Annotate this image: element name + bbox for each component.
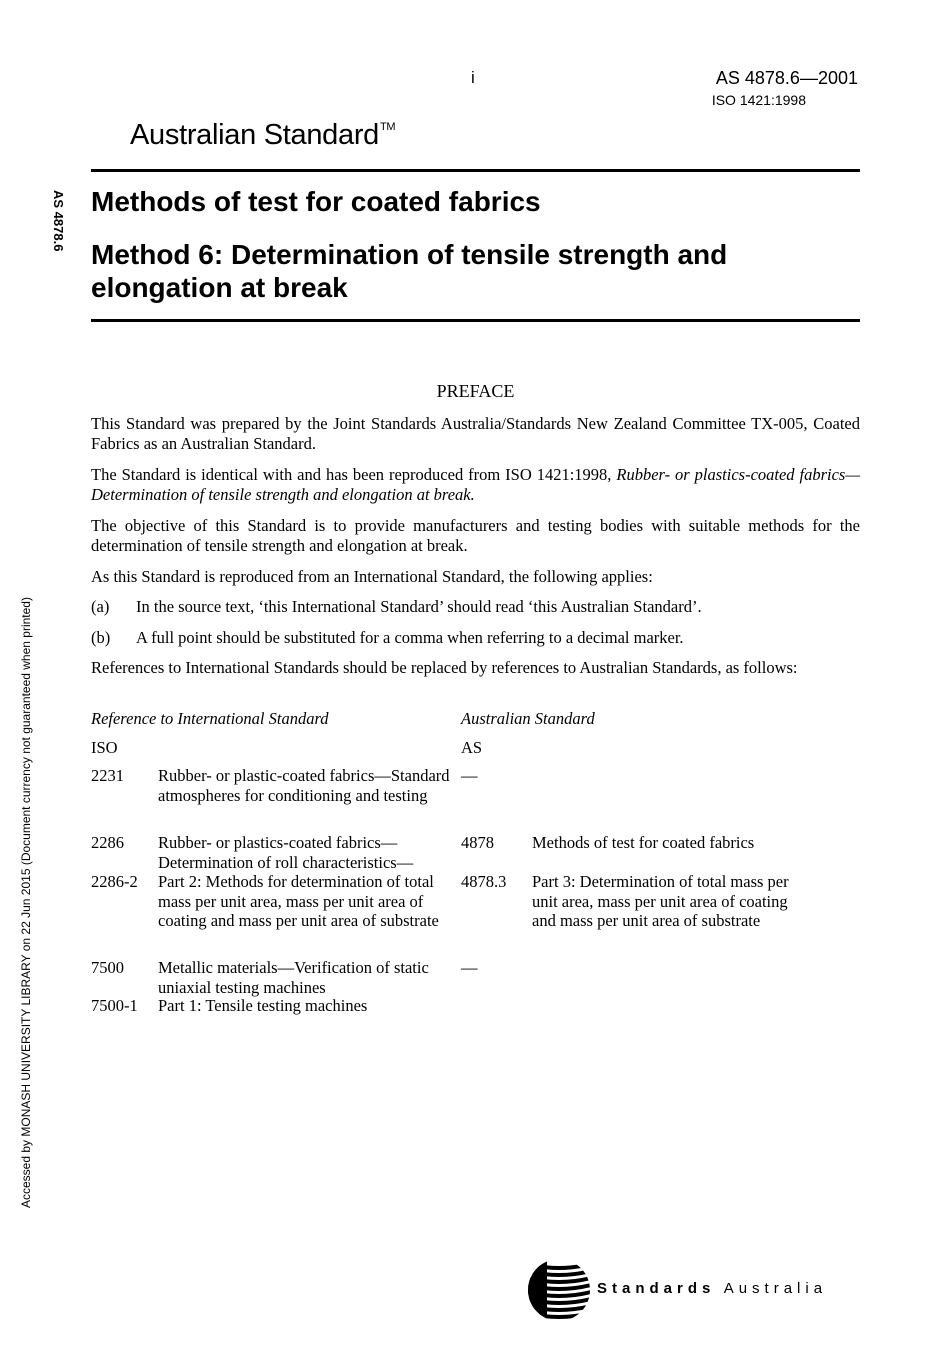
table-iso-title: Metallic materials—Verification of static uniaxial testing machines — [158, 958, 429, 997]
list-item-text: In the source text, ‘this International Standard’ should read ‘this Australian Standard’. — [136, 597, 702, 616]
table-iso-title: Part 1: Tensile testing machines — [158, 996, 368, 1015]
preface-paragraph: This Standard was prepared by the Joint Standards Australia/Standards New Zealand Committee TX-005, Coated Fabrics as an Australian Standard. — [91, 414, 860, 453]
preface-heading: PREFACE — [436, 381, 515, 401]
wordmark-standards: Standards — [597, 1280, 716, 1297]
table-as-title: Methods of test for coated fabrics — [532, 833, 755, 852]
list-item — [91, 597, 702, 617]
table-iso-number: 7500 — [91, 958, 124, 977]
table-iso-number: 7500-1 — [91, 996, 138, 1015]
document-id: AS 4878.6—2001 — [715, 68, 858, 88]
table-iso-number: 2286 — [91, 833, 124, 852]
table-iso-number: 2231 — [91, 766, 124, 785]
standards-australia-wordmark — [597, 1280, 827, 1297]
page-number: i — [471, 68, 475, 87]
iso-title-italic: Rubber- or plastics-coated fabrics—Determination of tensile strength and elongation at break. — [91, 465, 861, 504]
wordmark-australia: Australia — [723, 1280, 828, 1297]
access-note: Accessed by MONASH UNIVERSITY LIBRARY on 22 Jun 2015 (Document currency not guaranteed when printed) — [19, 597, 33, 1208]
table-as-number: — — [461, 958, 478, 977]
standards-australia-logo-icon — [527, 1258, 591, 1322]
list-item — [91, 628, 684, 648]
trademark-mark: TM — [380, 121, 396, 133]
standard-label-text: Australian Standard — [130, 119, 380, 151]
table-iso-number: 2286-2 — [91, 872, 138, 891]
table-as-title: Part 3: Determination of total mass per unit area, mass per unit area of coating and mass per unit area of substrate — [532, 872, 789, 930]
title-bottom-rule — [91, 319, 860, 322]
paragraph-text: The Standard is identical with and has been reproduced from ISO 1421:1998, — [91, 465, 617, 484]
method-title: Method 6: Determination of tensile strength and elongation at break — [91, 239, 728, 303]
preface-paragraph — [91, 465, 860, 505]
preface-paragraph: As this Standard is reproduced from an International Standard, the following applies: — [91, 567, 653, 586]
table-subheader-as: AS — [461, 738, 483, 757]
iso-reference-id: ISO 1421:1998 — [711, 92, 806, 108]
table-iso-title: Rubber- or plastic-coated fabrics—Standard atmospheres for conditioning and testing — [158, 766, 450, 805]
list-item-label: (a) — [91, 597, 110, 616]
table-header-international: Reference to International Standard — [91, 709, 329, 728]
list-item-text: A full point should be substituted for a comma when referring to a decimal marker. — [136, 628, 684, 647]
table-header-australian: Australian Standard — [461, 709, 595, 728]
table-iso-title: Part 2: Methods for determination of total mass per unit area, mass per unit area of coating and mass per unit area of substrate — [158, 872, 439, 930]
top-rule — [91, 169, 860, 172]
table-subheader-iso: ISO — [91, 738, 118, 757]
preface-paragraph: References to International Standards should be replaced by references to Australian Standards, as follows: — [91, 658, 798, 677]
table-iso-title: Rubber- or plastics-coated fabrics—Determination of roll characteristics— — [158, 833, 414, 872]
list-item-label: (b) — [91, 628, 111, 647]
table-as-number: 4878 — [461, 833, 494, 852]
table-as-number: — — [461, 766, 478, 785]
side-document-code: AS 4878.6 — [51, 190, 66, 252]
preface-paragraph: The objective of this Standard is to provide manufacturers and testing bodies with suitable methods for the determination of tensile strength and elongation at break. — [91, 516, 860, 555]
table-as-number: 4878.3 — [461, 872, 507, 891]
main-title: Methods of test for coated fabrics — [91, 186, 541, 217]
standard-label — [130, 119, 395, 152]
